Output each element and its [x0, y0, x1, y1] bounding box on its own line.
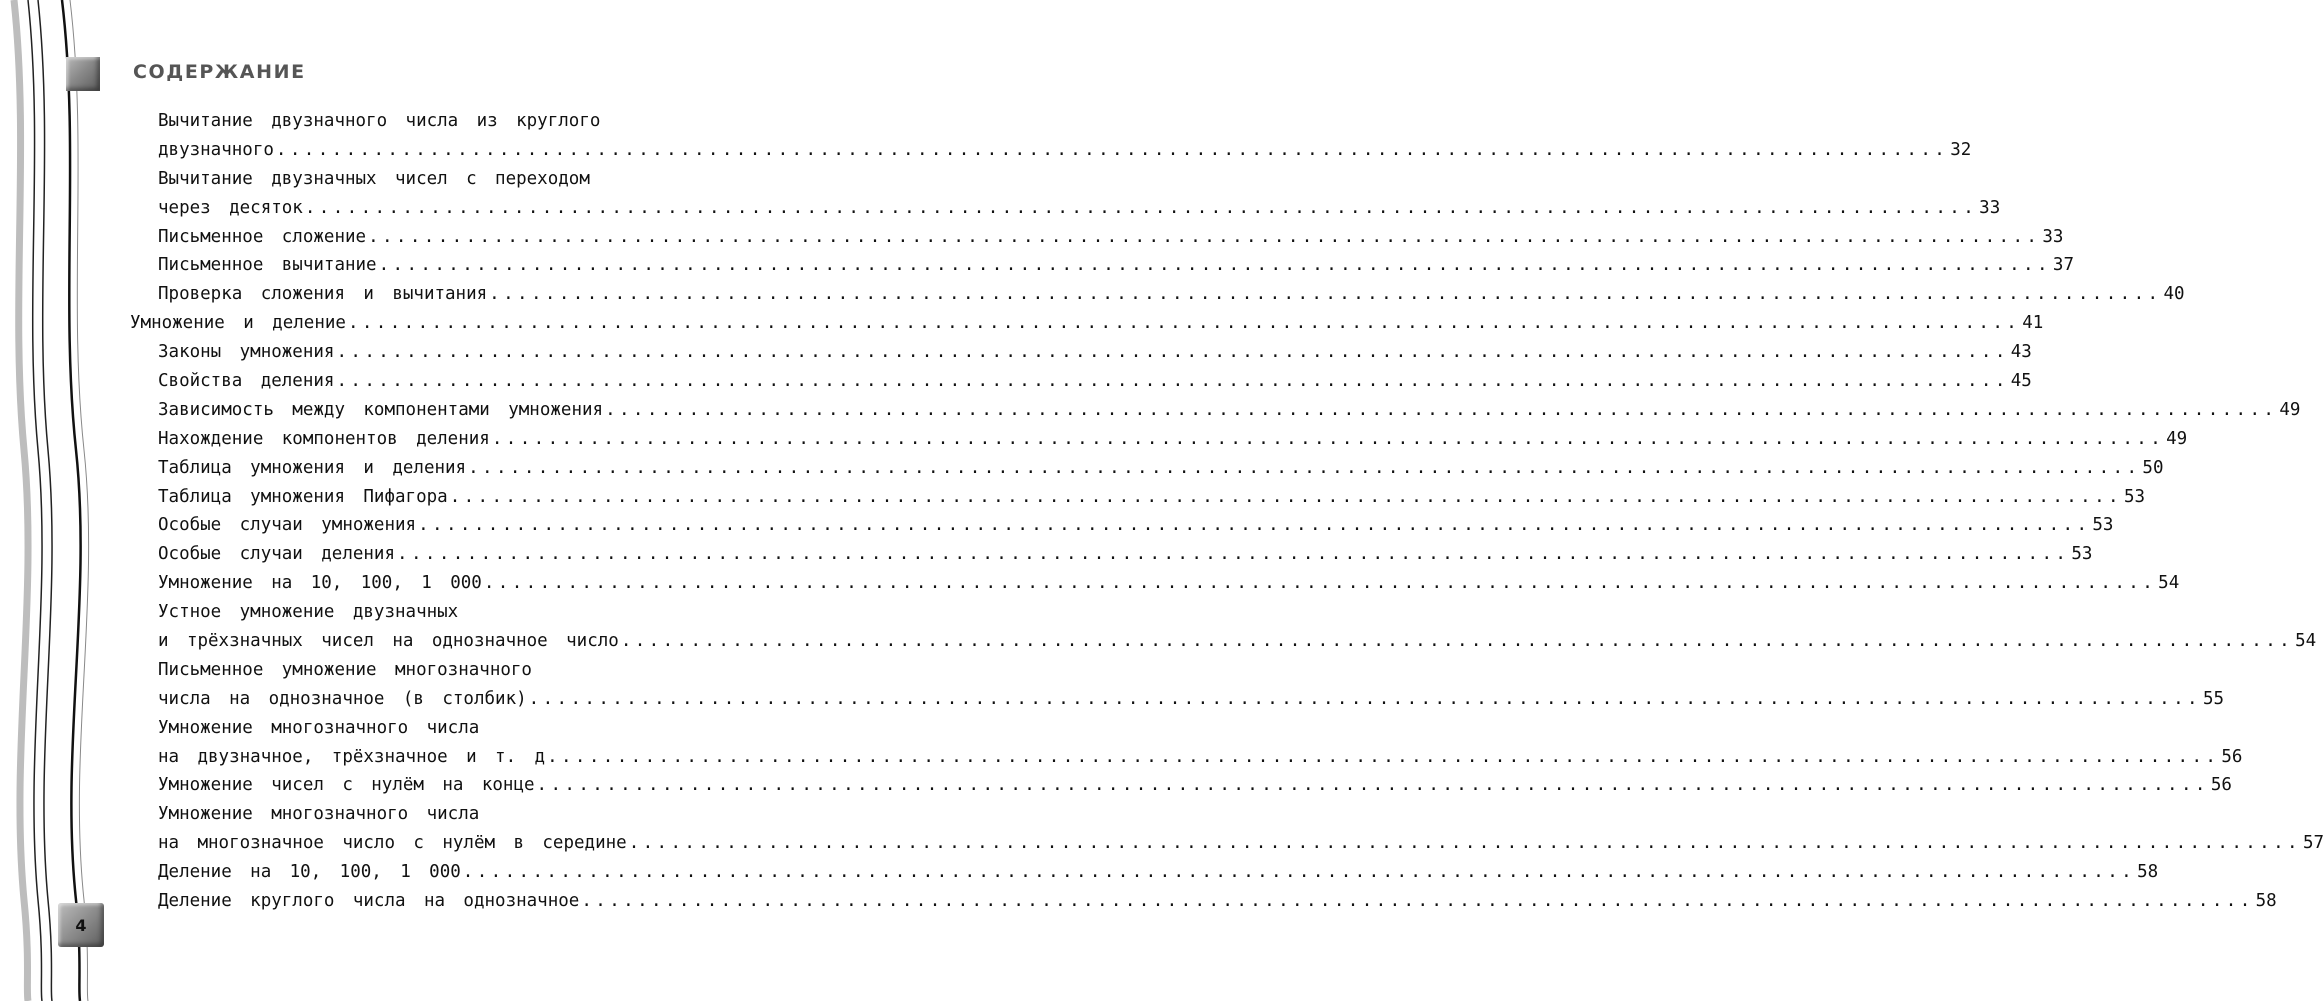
section-marker-square [66, 57, 100, 91]
toc-entry [158, 223, 2064, 252]
toc-entry [158, 743, 2243, 772]
toc-entry-text: Письменное умножение многозначного [158, 659, 532, 680]
toc-entry [158, 569, 2180, 598]
dot-leader: ........................................................................................................................ [468, 457, 2141, 478]
toc-entry-text: Умножение на 10, 100, 1 000 [158, 573, 482, 594]
dot-leader: ........................................................................................................................ [347, 313, 2021, 334]
dot-leader: ........................................................................................................................ [449, 486, 2122, 507]
toc-page-number: 41 [2022, 313, 2044, 334]
toc-page-number: 33 [1979, 197, 2001, 218]
toc-entry-text: Особые случаи деления [158, 544, 396, 565]
toc-entry-text: Деление на 10, 100, 1 000 [158, 862, 461, 883]
dot-leader: ........................................................................................................................ [397, 544, 2070, 565]
dot-leader: ........................................................................................................................ [491, 428, 2165, 449]
toc-entry [158, 483, 2146, 512]
toc-page-number: 32 [1950, 139, 1972, 160]
toc-entry [158, 136, 1972, 165]
toc-entry-text: Устное умножение двузначных [158, 602, 459, 623]
dot-leader: ........................................................................................................................ [378, 255, 2051, 276]
toc-entry [158, 887, 2277, 916]
dot-leader: ........................................................................................................................ [528, 688, 2201, 709]
dot-leader: ........................................................................................................................ [368, 226, 2041, 247]
toc-entry [158, 714, 693, 743]
toc-entry-text: на двузначное, трёхзначное и т. д [158, 746, 546, 767]
toc-entry-text: Таблица умножения и деления [158, 457, 467, 478]
dot-leader: ........................................................................................................................ [462, 862, 2136, 883]
toc-entry [158, 454, 2164, 483]
toc-entry-text: Таблица умножения Пифагора [158, 486, 448, 507]
toc-page-number: 57 [2303, 833, 2324, 854]
toc-entry-text: Письменное сложение [158, 226, 367, 247]
toc-entry [158, 771, 2232, 800]
dot-leader: ........................................................................................................................ [336, 342, 2009, 363]
toc-page-number: 37 [2052, 255, 2074, 276]
toc-entry-text: Деление круглого числа на однозначное [158, 891, 580, 912]
toc-entry-text: Законы умножения [158, 342, 335, 363]
page-title: СОДЕРЖАНИЕ [133, 61, 306, 83]
table-of-contents [0, 107, 2324, 916]
toc-entry-text: Умножение многозначного числа [158, 717, 480, 738]
toc-page-number: 56 [2221, 746, 2243, 767]
toc-entry [158, 280, 2185, 309]
dot-leader: ........................................................................................................................ [620, 631, 2294, 652]
toc-entry-text: Умножение чисел с нулём на конце [158, 775, 535, 796]
toc-entry-text: Зависимость между компонентами умножения [158, 399, 604, 420]
toc-page-number: 55 [2202, 688, 2225, 709]
toc-entry-text: двузначного [158, 139, 274, 160]
toc-entry-text: через десяток [158, 197, 303, 218]
toc-page-number: 40 [2163, 284, 2185, 305]
toc-entry-text: Свойства деления [158, 371, 335, 392]
toc-page-number: 45 [2010, 371, 2032, 392]
toc-entry [158, 829, 2324, 858]
dot-leader: ........................................................................................................................ [336, 371, 2009, 392]
toc-entry [158, 396, 2301, 425]
toc-page-number: 49 [2279, 399, 2301, 420]
toc-entry [158, 627, 2317, 656]
toc-page-number: 53 [2124, 486, 2146, 507]
toc-entry-text: Вычитание двузначных чисел с переходом [158, 168, 590, 189]
toc-page-number: 43 [2010, 342, 2032, 363]
toc-page-number: 49 [2166, 428, 2188, 449]
toc-entry-text: Умножение многозначного числа [158, 804, 480, 825]
toc-entry-text: и трёхзначных чисел на однозначное число [158, 631, 619, 652]
dot-leader: ........................................................................................................................ [581, 891, 2254, 912]
dot-leader: ........................................................................................................................ [483, 573, 2157, 594]
dot-leader: ........................................................................................................................ [489, 284, 2162, 305]
toc-page-number: 50 [2142, 457, 2164, 478]
dot-leader: ........................................................................................................................ [304, 197, 1978, 218]
toc-entry-text: на многозначное число с нулём в середине [158, 833, 627, 854]
toc-entry [158, 251, 2074, 280]
toc-entry [158, 165, 693, 194]
toc-page-number: 54 [2295, 631, 2317, 652]
toc-entry-text: Особые случаи умножения [158, 515, 417, 536]
dot-leader: ........................................................................................................................ [418, 515, 2091, 536]
dot-leader: ........................................................................................................................ [536, 775, 2209, 796]
dot-leader: ........................................................................................................................ [547, 746, 2220, 767]
dot-leader: ........................................................................................................................ [628, 833, 2301, 854]
toc-entry-text: Письменное вычитание [158, 255, 377, 276]
toc-entry [158, 511, 2114, 540]
toc-entry-text: Нахождение компонентов деления [158, 428, 490, 449]
page-number-badge: 4 [58, 903, 104, 947]
toc-entry-text: числа на однозначное (в столбик) [158, 688, 527, 709]
toc-entry [158, 656, 693, 685]
toc-page-number: 54 [2158, 573, 2180, 594]
toc-entry [158, 338, 2032, 367]
toc-entry [158, 107, 693, 136]
toc-page-number: 58 [2255, 891, 2277, 912]
toc-entry [158, 194, 2001, 223]
toc-page-number: 58 [2137, 862, 2159, 883]
toc-entry [158, 858, 2159, 887]
toc-entry [158, 685, 2225, 714]
toc-entry [158, 540, 2093, 569]
toc-entry-text: Умножение и деление [130, 313, 346, 334]
toc-page-number: 56 [2210, 775, 2232, 796]
toc-entry-text: Проверка сложения и вычитания [158, 284, 488, 305]
toc-page-number: 53 [2092, 515, 2114, 536]
toc-entry [158, 598, 693, 627]
toc-entry [158, 800, 693, 829]
toc-entry [158, 425, 2188, 454]
dot-leader: ........................................................................................................................ [275, 139, 1949, 160]
dot-leader: ........................................................................................................................ [605, 399, 2278, 420]
toc-page-number: 53 [2071, 544, 2093, 565]
toc-entry [130, 309, 2044, 338]
toc-page-number: 33 [2042, 226, 2064, 247]
toc-entry-text: Вычитание двузначного числа из круглого [158, 111, 601, 131]
toc-entry [158, 367, 2032, 396]
